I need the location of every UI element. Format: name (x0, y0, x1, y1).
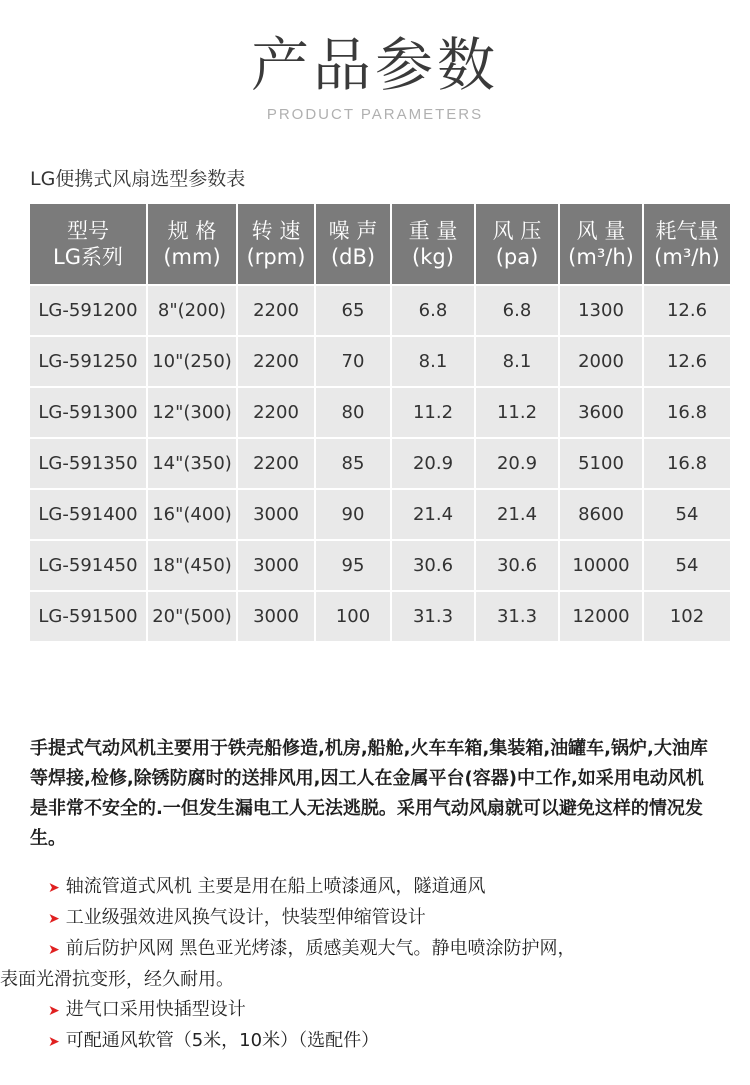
feature-item (48, 903, 728, 934)
table-cell: 12.6 (644, 286, 730, 335)
feature-text: 进气口采用快插型设计 (65, 999, 246, 1020)
column-header-name: 重 量 (408, 219, 458, 243)
table-cell: 12000 (560, 592, 642, 641)
table-cell: 31.3 (392, 592, 474, 641)
column-header-unit: (rpm) (246, 245, 306, 269)
table-cell: LG-591400 (30, 490, 146, 539)
table-caption: LG便携式风扇选型参数表 (30, 168, 246, 190)
table-cell: 12"(300) (148, 388, 236, 437)
table-cell: 21.4 (476, 490, 558, 539)
column-header (392, 204, 474, 284)
table-row (30, 286, 730, 335)
column-header (476, 204, 558, 284)
table-cell: 30.6 (476, 541, 558, 590)
table-cell: LG-591300 (30, 388, 146, 437)
column-header-name: 规 格 (167, 219, 217, 243)
table-cell: 3000 (238, 541, 314, 590)
column-header (148, 204, 236, 284)
table-cell: 20"(500) (148, 592, 236, 641)
column-header-name: 转 速 (251, 219, 301, 243)
feature-list (0, 872, 728, 1057)
table-cell: 100 (316, 592, 390, 641)
column-header (238, 204, 314, 284)
table-cell: 10000 (560, 541, 642, 590)
column-header (30, 204, 146, 284)
table-cell: 6.8 (392, 286, 474, 335)
table-cell: 16.8 (644, 388, 730, 437)
feature-text: 可配通风软管（5米，10米）（选配件） (65, 1030, 380, 1051)
table-cell: 6.8 (476, 286, 558, 335)
red-arrow-bullet-icon: ➤ (48, 1003, 60, 1019)
table-cell: 2000 (560, 337, 642, 386)
table-cell: 2200 (238, 388, 314, 437)
table-row (30, 337, 730, 386)
feature-text-continuation: 表面光滑抗变形，经久耐用。 (0, 969, 234, 990)
table-cell: 54 (644, 541, 730, 590)
table-cell: 2200 (238, 439, 314, 488)
product-description: 手提式气动风机主要用于铁壳船修造,机房,船舱,火车车箱,集装箱,油罐车,锅炉,大油库等焊接,检修,除锈防腐时的送排风用,因工人在金属平台(容器)中工作,如采用电动风机是非常不安全的.一但发生漏电工人无法逃脱。采用气动风扇就可以避免这样的情况发生。 (30, 738, 708, 849)
table-cell: 8600 (560, 490, 642, 539)
parameter-table (28, 202, 732, 643)
table-cell: LG-591500 (30, 592, 146, 641)
column-header-unit: (m³/h) (654, 245, 720, 269)
table-row (30, 439, 730, 488)
feature-item (48, 995, 728, 1026)
column-header (644, 204, 730, 284)
table-cell: 20.9 (476, 439, 558, 488)
table-cell: 21.4 (392, 490, 474, 539)
table-cell: 65 (316, 286, 390, 335)
table-cell: 1300 (560, 286, 642, 335)
red-arrow-bullet-icon: ➤ (48, 880, 60, 896)
table-row (30, 592, 730, 641)
table-cell: 18"(450) (148, 541, 236, 590)
table-cell: LG-591200 (30, 286, 146, 335)
column-header-unit: (m³/h) (568, 245, 634, 269)
feature-item (48, 1026, 728, 1057)
table-header-row (30, 204, 730, 284)
table-cell: 5100 (560, 439, 642, 488)
red-arrow-bullet-icon: ➤ (48, 1034, 60, 1050)
column-header-name: 耗气量 (655, 219, 719, 243)
page-subtitle: PRODUCT PARAMETERS (266, 106, 484, 123)
feature-item (0, 934, 728, 995)
table-cell: 80 (316, 388, 390, 437)
table-cell: LG-591350 (30, 439, 146, 488)
feature-item (48, 872, 728, 903)
table-row (30, 388, 730, 437)
table-cell: 8.1 (392, 337, 474, 386)
table-cell: 102 (644, 592, 730, 641)
red-arrow-bullet-icon: ➤ (48, 942, 60, 958)
column-header-unit: (dB) (330, 245, 376, 269)
table-cell: 12.6 (644, 337, 730, 386)
column-header-name: 风 压 (492, 219, 542, 243)
column-header-unit: (pa) (495, 245, 539, 269)
table-cell: 90 (316, 490, 390, 539)
column-header-unit: (kg) (412, 245, 454, 269)
table-cell: LG-591450 (30, 541, 146, 590)
column-header-unit: (mm) (163, 245, 221, 269)
column-header (560, 204, 642, 284)
table-cell: 8"(200) (148, 286, 236, 335)
table-cell: LG-591250 (30, 337, 146, 386)
table-cell: 2200 (238, 286, 314, 335)
table-cell: 3000 (238, 490, 314, 539)
table-cell: 3000 (238, 592, 314, 641)
red-arrow-bullet-icon: ➤ (48, 911, 60, 927)
table-cell: 3600 (560, 388, 642, 437)
table-cell: 14"(350) (148, 439, 236, 488)
table-cell: 70 (316, 337, 390, 386)
table-cell: 30.6 (392, 541, 474, 590)
column-header-unit: LG系列 (53, 245, 123, 269)
table-cell: 2200 (238, 337, 314, 386)
table-cell: 10"(250) (148, 337, 236, 386)
table-cell: 11.2 (392, 388, 474, 437)
column-header-name: 型号 (67, 219, 109, 243)
column-header-name: 噪 声 (328, 219, 378, 243)
table-body (30, 286, 730, 641)
column-header-name: 风 量 (576, 219, 626, 243)
table-cell: 20.9 (392, 439, 474, 488)
table-cell: 16"(400) (148, 490, 236, 539)
feature-text: 轴流管道式风机 主要是用在船上喷漆通风，隧道通风 (65, 876, 486, 897)
table-cell: 54 (644, 490, 730, 539)
table-cell: 11.2 (476, 388, 558, 437)
table-cell: 8.1 (476, 337, 558, 386)
table-row (30, 541, 730, 590)
table-cell: 85 (316, 439, 390, 488)
table-cell: 31.3 (476, 592, 558, 641)
feature-text: 前后防护风网 黑色亚光烤漆，质感美观大气。静电喷涂防护网， (65, 938, 576, 959)
column-header (316, 204, 390, 284)
table-cell: 95 (316, 541, 390, 590)
table-cell: 16.8 (644, 439, 730, 488)
feature-text: 工业级强效进风换气设计，快装型伸缩管设计 (65, 907, 426, 928)
table-row (30, 490, 730, 539)
page-title: 产品参数 (250, 31, 499, 99)
